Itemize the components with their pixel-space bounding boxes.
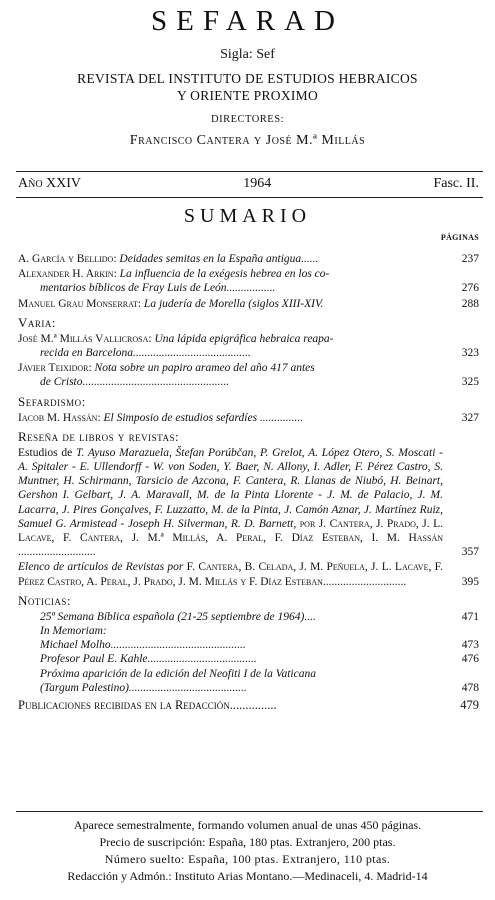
toc-page: 471 (461, 610, 479, 623)
issue-rule (16, 197, 483, 198)
toc-title: (Targum Palestino)......................................... (40, 681, 247, 694)
toc-author: Manuel Grau Monserrat: (18, 297, 142, 310)
footer-line: Número suelto: España, 100 ptas. Extranjero, 110 ptas. (104, 852, 391, 866)
elenco-names: F. Cantera, B. Celada, J. M. Peñuela, J. L. Lacave, F. Pérez Castro, A. Peral, J. Prado, J. M. Millás y F. Díaz Esteban............................. (18, 561, 443, 588)
toc-entry (18, 297, 479, 311)
issue-year: Año XXIV (18, 176, 82, 191)
toc-title: Michael Molho............................................... (40, 639, 246, 652)
footer-line: Precio de suscripción: España, 180 ptas. Extranjero, 200 ptas. (99, 835, 396, 849)
toc-title: 25ª Semana Bíblica española (21-25 septiembre de 1964).... (40, 610, 316, 623)
toc-entry-publicaciones (18, 698, 479, 712)
journal-subtitle-line-2: Y ORIENTE PROXIMO (176, 88, 319, 103)
toc-title: Nota sobre un papiro arameo del año 417 antes (94, 362, 315, 375)
toc-page: 479 (460, 698, 479, 713)
issue-row (18, 176, 479, 194)
toc-title: Deidades semitas en la España antigua...... (119, 253, 319, 265)
toc-entry-elenco (18, 560, 479, 588)
journal-sigla: Sigla: Sef (220, 47, 275, 62)
sumario-heading: SUMARIO (183, 205, 312, 227)
directors-label: DIRECTORES: (211, 114, 284, 125)
directors-names: Francisco Cantera y José M.ª Millás (129, 133, 366, 148)
toc-entry (18, 361, 479, 389)
toc-title: Profesor Paul E. Kahle...................................... (40, 653, 257, 666)
paginas-label: PÁGINAS (440, 233, 479, 242)
toc-page: 395 (461, 575, 479, 588)
toc-page: 476 (461, 653, 479, 666)
footer (0, 817, 495, 885)
toc-entry (18, 652, 479, 666)
toc-title: mentarios bíblicos de Fray Luis de León................. (40, 282, 276, 295)
toc-entry (18, 610, 479, 624)
section-noticias: Noticias: (18, 592, 71, 608)
toc-page: 288 (461, 297, 479, 310)
toc-title: recida en Barcelona......................................... (40, 347, 251, 360)
toc-page: 237 (461, 253, 479, 265)
toc-author: José M.ª Millás Vallicrosa: (18, 332, 152, 345)
section-resena: Reseña de libros y revistas: (18, 428, 180, 444)
toc-author: A. García y Bellido: (18, 253, 117, 265)
toc-title: In Memoriam: (40, 625, 107, 638)
toc-page: 276 (461, 282, 479, 295)
toc-title: La judería de Morella (siglos XIII-XIV. (143, 297, 324, 310)
toc-page: 323 (461, 347, 479, 360)
toc-entry (18, 411, 479, 425)
issue-fascicle: Fasc. II. (433, 176, 479, 191)
toc-title: de Cristo................................................... (40, 376, 230, 389)
estudios-reviewers: por J. Cantera, J. Prado, J. L. Lacave, F. Cantera, J. M.ª Millás, A. Peral, F. Díaz Esteban, I. M. Hassán ........................... (18, 517, 444, 559)
toc-author: Alexander H. Arkin: (18, 268, 117, 281)
toc-entry-estudios (18, 446, 479, 560)
toc-entry (18, 332, 479, 360)
section-varia: Varia: (18, 314, 56, 330)
toc-page: 325 (461, 376, 479, 389)
estudios-lead: Estudios de (18, 446, 73, 459)
elenco-lead: Elenco de artículos de Revistas por (18, 561, 184, 574)
journal-subtitle-line-1: REVISTA DEL INSTITUTO DE ESTUDIOS HEBRAICOS (77, 71, 418, 86)
toc-page: 473 (461, 639, 479, 652)
section-sefardismo: Sefardismo: (18, 393, 86, 409)
toc-page: 327 (461, 411, 479, 424)
toc-title: La influencia de la exégesis hebrea en los co- (119, 268, 330, 281)
top-rule (16, 171, 483, 172)
footer-line: Aparece semestralmente, formando volumen anual de unas 450 páginas. (73, 818, 422, 832)
journal-title: SEFARAD (151, 5, 344, 37)
estudios-authors: T. Ayuso Marazuela, Štefan Porúbčan, P. Grelot, A. López Otero, S. Moscati - A. Spitaler - E. Ullendorff - W. von Soden, Y. Baer, N. Allony, I. Adler, F. Pérez Castro, S. Muntner, H. Schirmann, Tarsicio de Azcona, F. Cantera, R. Llanas de Niubó, H. Beinart, Gershon I. Gelbart, J. A. Maravall, M. de la Pinta Llorente - J. M. de Palacio, J. M. Lacarra, J. Pires Gonçalves, F. Luzzatto, M. de la Pinta, J. Camón Aznar, J. Martínez Ruiz, Samuel G. Armistead - Joseph H. Silverman, R. D. Barnett, (18, 446, 444, 530)
footer-rule (16, 811, 483, 812)
toc-page: 478 (461, 681, 479, 694)
toc-entry (18, 267, 479, 295)
toc-entry (18, 681, 479, 695)
toc-author: Iacob M. Hassán: (18, 411, 101, 424)
toc-page: 357 (461, 546, 479, 559)
toc-title: Próxima aparición de la edición del Neofiti I de la Vaticana (40, 667, 316, 680)
footer-line: Redacción y Admón.: Instituto Arias Montano.—Medinaceli, 4. Madrid-14 (67, 869, 428, 883)
publicaciones-label: Publicaciones recibidas en la Redacción............... (18, 698, 277, 713)
issue-date: 1964 (243, 176, 272, 191)
toc-title: Una lápida epigráfica hebraica reapa- (154, 332, 334, 345)
toc-entry (18, 252, 479, 266)
toc-entry (18, 638, 479, 652)
toc-title: El Simposio de estudios sefardíes ............... (103, 411, 304, 424)
table-of-contents (18, 252, 479, 712)
toc-author: Javier Teixidor: (18, 362, 92, 375)
